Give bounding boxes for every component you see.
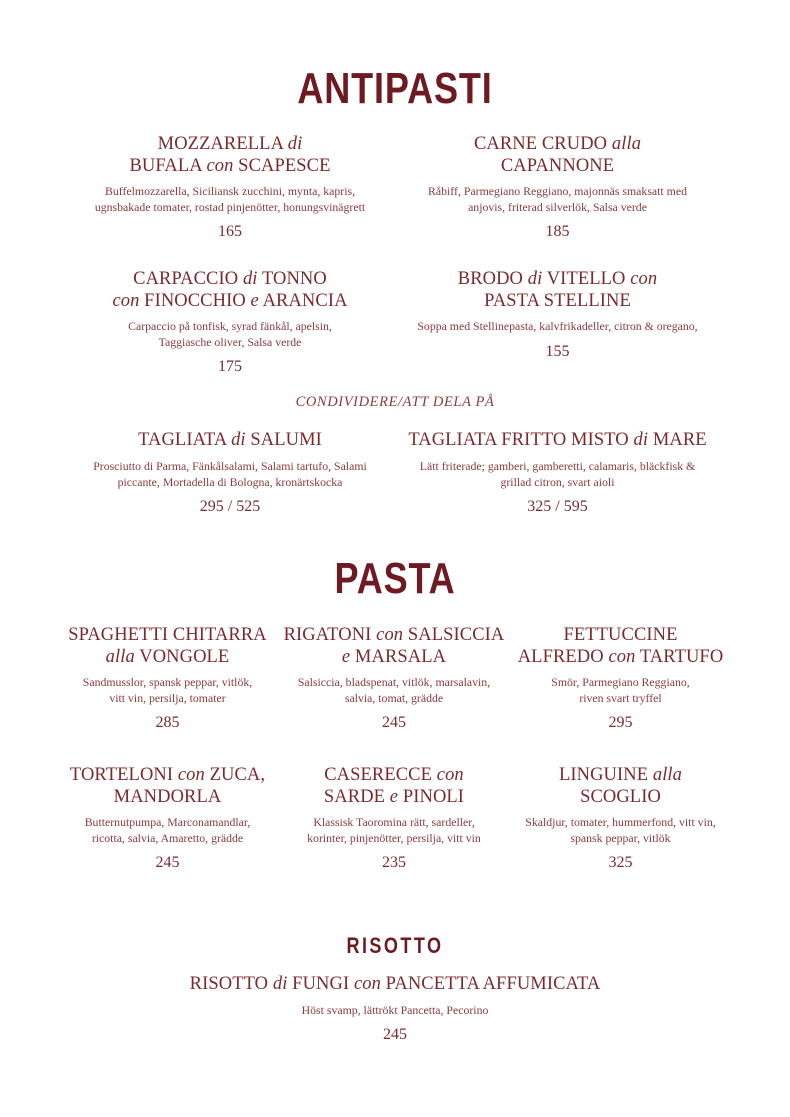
dish-description: Sandmusslor, spansk peppar, vitlök, vitt vin, persilja, tomater	[82, 675, 253, 705]
dish-price: 245	[382, 714, 406, 731]
dish-tagliata-di-salumi	[60, 430, 400, 516]
dish-name: BRODO di VITELLO con PASTA STELLINE	[457, 269, 658, 311]
dish-price: 325 / 595	[527, 497, 588, 515]
dish-name: TORTELONI con ZUCA, MANDORLA	[69, 765, 266, 807]
dish-name: FETTUCCINE ALFREDO con TARTUFO	[517, 625, 724, 667]
dish-name: MOZZARELLA di BUFALA con SCAPESCE	[129, 134, 331, 176]
dish-brodo-di-vitello	[390, 269, 725, 361]
dish-price: 155	[545, 343, 570, 360]
dish-name: SPAGHETTI CHITARRA alla VONGOLE	[68, 625, 267, 667]
dish-fettuccine-alfredo	[508, 625, 733, 732]
dish-carpaccio-di-tonno	[60, 269, 400, 376]
section-title-risotto: RISOTTO	[346, 933, 444, 958]
dish-name: CASERECCE con SARDE e PINOLI	[323, 765, 465, 807]
dish-name: RISOTTO di FUNGI con PANCETTA AFFUMICATA	[189, 974, 601, 994]
section-title-antipasti: ANTIPASTI	[297, 64, 493, 113]
dish-price: 295 / 525	[199, 497, 261, 515]
section-title-pasta: PASTA	[334, 554, 456, 603]
dish-name: TAGLIATA di SALUMI	[138, 430, 322, 450]
dish-mozzarella-di-bufala	[60, 134, 400, 241]
dish-description: Klassisk Taoromina rätt, sardeller, korinter, pinjenötter, persilja, vitt vin	[307, 815, 481, 845]
dish-risotto-di-fungi	[95, 974, 695, 1044]
dish-price: 285	[155, 714, 180, 731]
dish-tagliata-fritto-misto	[385, 430, 730, 516]
dish-description: Råbiff, Parmegiano Reggiano, majonnäs smaksatt med anjovis, friterad silverlök, Salsa verde	[428, 184, 687, 214]
dish-description: Höst svamp, lättrökt Pancetta, Pecorino	[301, 1002, 489, 1017]
dish-description: Smör, Parmegiano Reggiano, riven svart tryffel	[551, 675, 690, 705]
dish-description: Salsiccia, bladspenat, vitlök, marsalavin, salvia, tomat, grädde	[297, 675, 491, 705]
dish-price: 175	[218, 358, 242, 375]
dish-price: 295	[608, 714, 633, 731]
dish-name: CARPACCIO di TONNO con FINOCCHIO e ARANCIA	[112, 269, 348, 311]
dish-price: 245	[383, 1025, 407, 1043]
dish-name: RIGATONI con SALSICCIA e MARSALA	[283, 625, 505, 667]
dish-description: Carpaccio på tonfisk, syrad fänkål, apelsin, Taggiasche oliver, Salsa verde	[128, 319, 332, 349]
dish-rigatoni-con-salsiccia	[280, 625, 508, 732]
dish-description: Butternutpumpa, Marconamandlar, ricotta, salvia, Amaretto, grädde	[84, 815, 251, 845]
dish-torteloni-con-zuca	[55, 765, 280, 872]
dish-linguine-alla-scoglio	[508, 765, 733, 872]
share-subheading: CONDIVIDERE/ATT DELA PÅ	[295, 394, 495, 410]
dish-description: Prosciutto di Parma, Fänkålsalami, Salami tartufo, Salami piccante, Mortadella di Bologna, kronärtskocka	[93, 458, 367, 489]
dish-spaghetti-chitarra	[55, 625, 280, 732]
dish-description: Buffelmozzarella, Siciliansk zucchini, mynta, kapris, ugnsbakade tomater, rostad pinjenötter, honungsvinägrett	[94, 184, 366, 214]
dish-name: LINGUINE alla SCOGLIO	[558, 765, 683, 807]
dish-price: 245	[155, 854, 180, 871]
dish-name: CARNE CRUDO alla CAPANNONE	[473, 134, 642, 176]
dish-price: 235	[382, 854, 406, 871]
dish-description: Skaldjur, tomater, hummerfond, vitt vin, spansk peppar, vitlök	[525, 815, 716, 845]
dish-price: 325	[608, 854, 633, 871]
dish-price: 185	[545, 223, 570, 240]
dish-caserecce-con-sarde	[280, 765, 508, 872]
dish-description: Lätt friterade; gamberi, gamberetti, calamaris, bläckfisk & grillad citron, svart aioli	[419, 458, 696, 489]
dish-description: Soppa med Stellinepasta, kalvfrikadeller, citron & oregano,	[417, 319, 698, 333]
dish-price: 165	[218, 223, 242, 240]
dish-name: TAGLIATA FRITTO MISTO di MARE	[408, 430, 707, 450]
dish-carne-crudo	[390, 134, 725, 241]
